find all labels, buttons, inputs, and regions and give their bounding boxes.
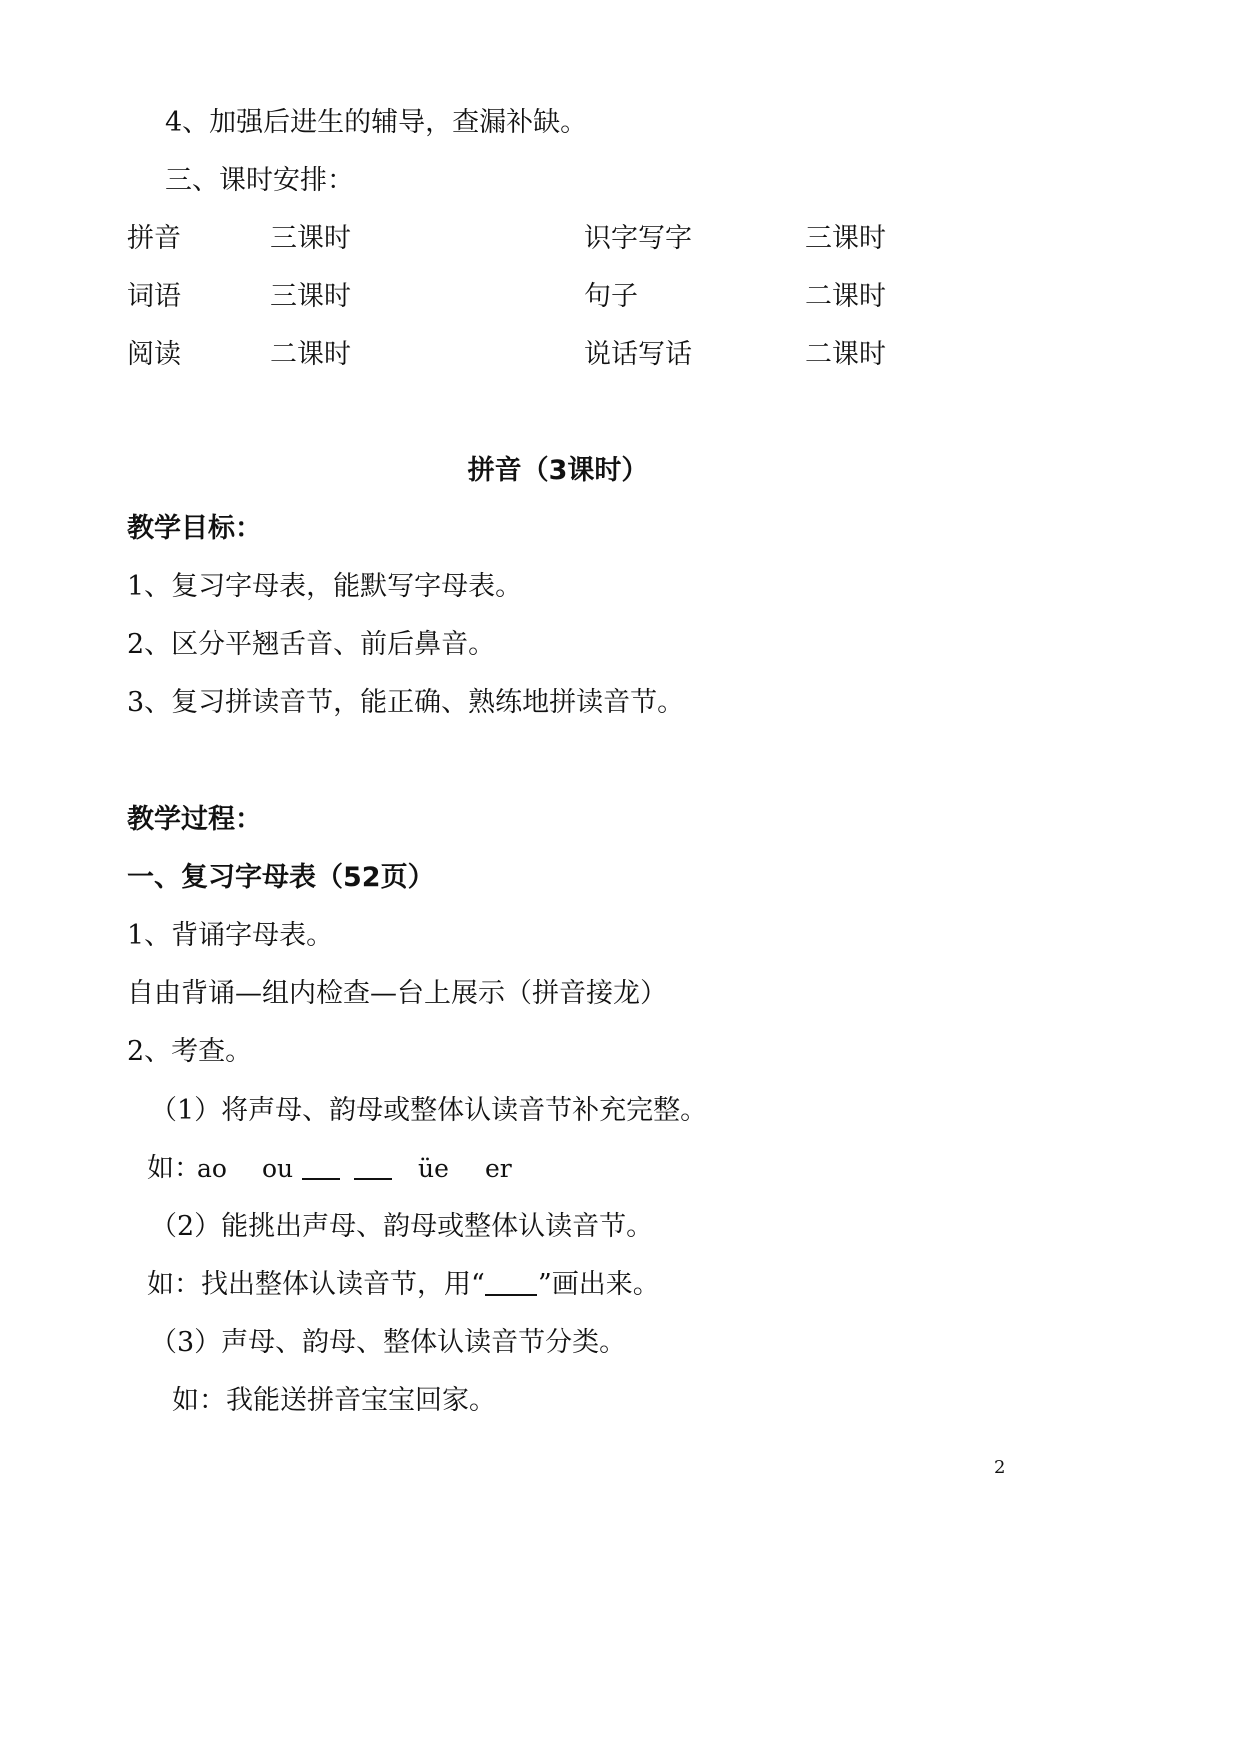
pinyin-letter: er xyxy=(485,1154,512,1183)
pinyin-letter: üe xyxy=(418,1154,449,1183)
schedule-hours: 二课时 xyxy=(805,281,886,312)
example-text: 如：找出整体认读音节，用“ xyxy=(147,1269,485,1300)
schedule-subject: 识字写字 xyxy=(584,223,692,254)
schedule-hours: 三课时 xyxy=(270,223,351,254)
section-3-heading: 三、课时安排： xyxy=(165,165,354,196)
process-heading: 教学过程： xyxy=(127,804,262,835)
intro-item-4: 4、加强后进生的辅导，查漏补缺。 xyxy=(165,107,588,138)
goal-item: 2、区分平翘舌音、前后鼻音。 xyxy=(127,629,496,660)
goal-item: 1、复习字母表，能默写字母表。 xyxy=(127,571,523,602)
schedule-subject: 阅读 xyxy=(127,339,181,370)
goal-item: 3、复习拼读音节，能正确、熟练地拼读音节。 xyxy=(127,687,685,718)
step-1: 1、背诵字母表。 xyxy=(127,920,334,951)
pinyin-letter: ao xyxy=(197,1154,227,1183)
sub-item-2: （2）能挑出声母、韵母或整体认读音节。 xyxy=(150,1211,654,1242)
step-2: 2、考查。 xyxy=(127,1036,253,1067)
sub-item-3-example: 如：我能送拼音宝宝回家。 xyxy=(172,1385,496,1416)
schedule-hours: 三课时 xyxy=(805,223,886,254)
schedule-hours: 三课时 xyxy=(270,281,351,312)
schedule-subject: 拼音 xyxy=(127,223,181,254)
page-number: 2 xyxy=(994,1457,1006,1478)
schedule-hours: 二课时 xyxy=(270,339,351,370)
schedule-hours: 二课时 xyxy=(805,339,886,370)
pinyin-letter: ou xyxy=(262,1154,294,1183)
underline-mark xyxy=(485,1294,537,1296)
goals-heading: 教学目标： xyxy=(127,513,262,544)
part1-heading: 一、复习字母表（52页） xyxy=(127,862,435,893)
lesson-title: 拼音（3课时） xyxy=(467,455,649,486)
fill-blank xyxy=(302,1178,340,1180)
sub-item-1: （1）将声母、韵母或整体认读音节补充完整。 xyxy=(150,1095,708,1126)
step-1-detail: 自由背诵—组内检查—台上展示（拼音接龙） xyxy=(127,978,667,1009)
example-prefix: 如： xyxy=(147,1153,201,1184)
schedule-subject: 词语 xyxy=(127,281,181,312)
example-text: ”画出来。 xyxy=(538,1269,660,1300)
fill-blank xyxy=(354,1178,392,1180)
sub-item-3: （3）声母、韵母、整体认读音节分类。 xyxy=(150,1327,627,1358)
schedule-subject: 说话写话 xyxy=(584,339,692,370)
schedule-subject: 句子 xyxy=(584,281,638,312)
